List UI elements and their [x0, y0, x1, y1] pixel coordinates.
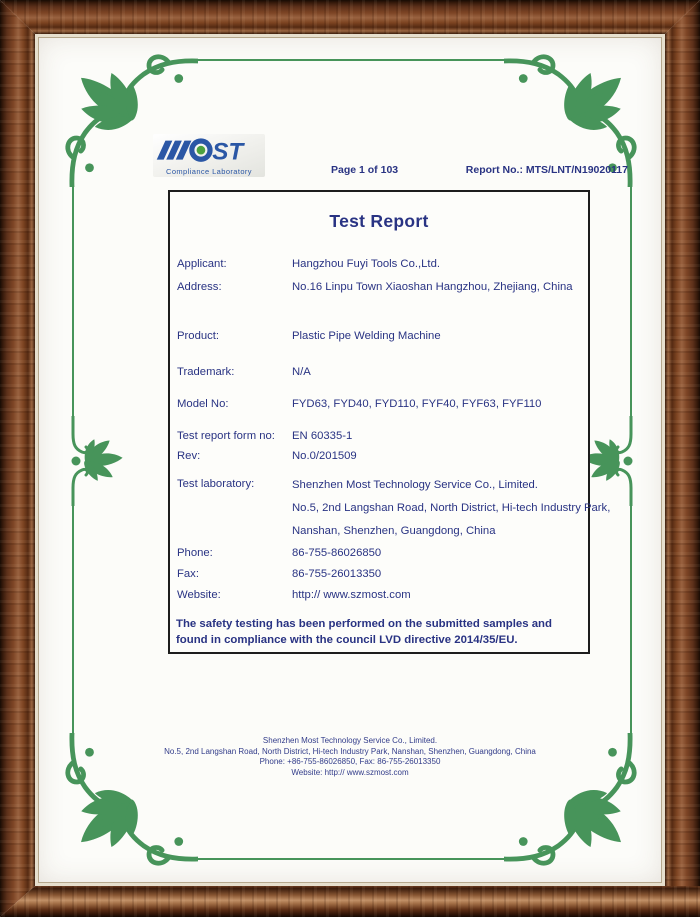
border-line-right-upper [630, 187, 632, 416]
report-box [168, 190, 611, 654]
page-footer [35, 736, 665, 778]
page-number: Page 1 of 103 [331, 164, 399, 176]
field-label: Trademark: [177, 366, 235, 378]
field-label: Address: [177, 281, 222, 293]
field-label: Test report form no: [177, 430, 275, 442]
border-line-left-upper [72, 187, 74, 416]
field-value-line: No.5, 2nd Langshan Road, North District, Hi-tech Industry Park, [292, 502, 611, 514]
logo-st-text: ST [212, 138, 244, 166]
field-label: Product: [177, 330, 220, 342]
border-line-bottom [198, 858, 504, 860]
field-label: Model No: [177, 398, 229, 410]
field-value: FYD63, FYD40, FYD110, FYF40, FYF63, FYF110 [292, 398, 542, 410]
wood-frame-right [665, 0, 700, 917]
field-value: http:// www.szmost.com [292, 589, 411, 601]
field-value: Plastic Pipe Welding Machine [292, 330, 441, 342]
field-value [292, 478, 610, 547]
field-value-line: Shenzhen Most Technology Service Co., Limited. [292, 479, 538, 491]
certificate-paper [35, 34, 665, 886]
most-logo [153, 134, 265, 177]
field-value: 86-755-86026850 [292, 547, 382, 559]
footer-line: No.5, 2nd Langshan Road, North District, Hi-tech Industry Park, Nanshan, Shenzhen, Guangdong, China [164, 746, 536, 756]
border-line-top [198, 59, 504, 61]
footer-line: Phone: +86-755-86026850, Fax: 86-755-26013350 [259, 757, 441, 766]
field-label: Fax: [177, 568, 199, 580]
field-label: Applicant: [177, 258, 227, 270]
compliance-statement: The safety testing has been performed on the submitted samples and found in compliance with the council LVD directive 2014/35/EU. [176, 618, 552, 646]
field-value: Hangzhou Fuyi Tools Co.,Ltd. [292, 258, 440, 270]
field-label: Website: [177, 589, 221, 601]
fleur-ornament-icon [65, 416, 125, 506]
most-logo-icon [155, 136, 259, 166]
report-title: Test Report [329, 211, 429, 231]
field-label: Phone: [177, 547, 213, 559]
field-value: No.0/201509 [292, 450, 357, 462]
border-line-left-lower [72, 506, 74, 733]
field-value: No.16 Linpu Town Xiaoshan Hangzhou, Zhejiang, China [292, 281, 573, 293]
logo-subtitle: Compliance Laboratory [166, 167, 252, 176]
wood-frame-top [0, 0, 700, 34]
border-line-right-lower [630, 506, 632, 733]
wood-frame-bottom [0, 886, 700, 917]
field-value-line: Nanshan, Shenzhen, Guangdong, China [292, 525, 496, 537]
field-value: N/A [292, 366, 311, 378]
report-number: Report No.: MTS/LNT/N19020117 [465, 164, 628, 176]
field-value: 86-755-26013350 [292, 568, 382, 580]
footer-line: Shenzhen Most Technology Service Co., Limited. [262, 736, 438, 745]
wood-frame-left [0, 0, 35, 917]
field-value: EN 60335-1 [292, 430, 353, 442]
field-label: Rev: [177, 450, 201, 462]
field-label: Test laboratory: [177, 478, 255, 490]
footer-line: Website: http:// www.szmost.com [291, 767, 409, 777]
